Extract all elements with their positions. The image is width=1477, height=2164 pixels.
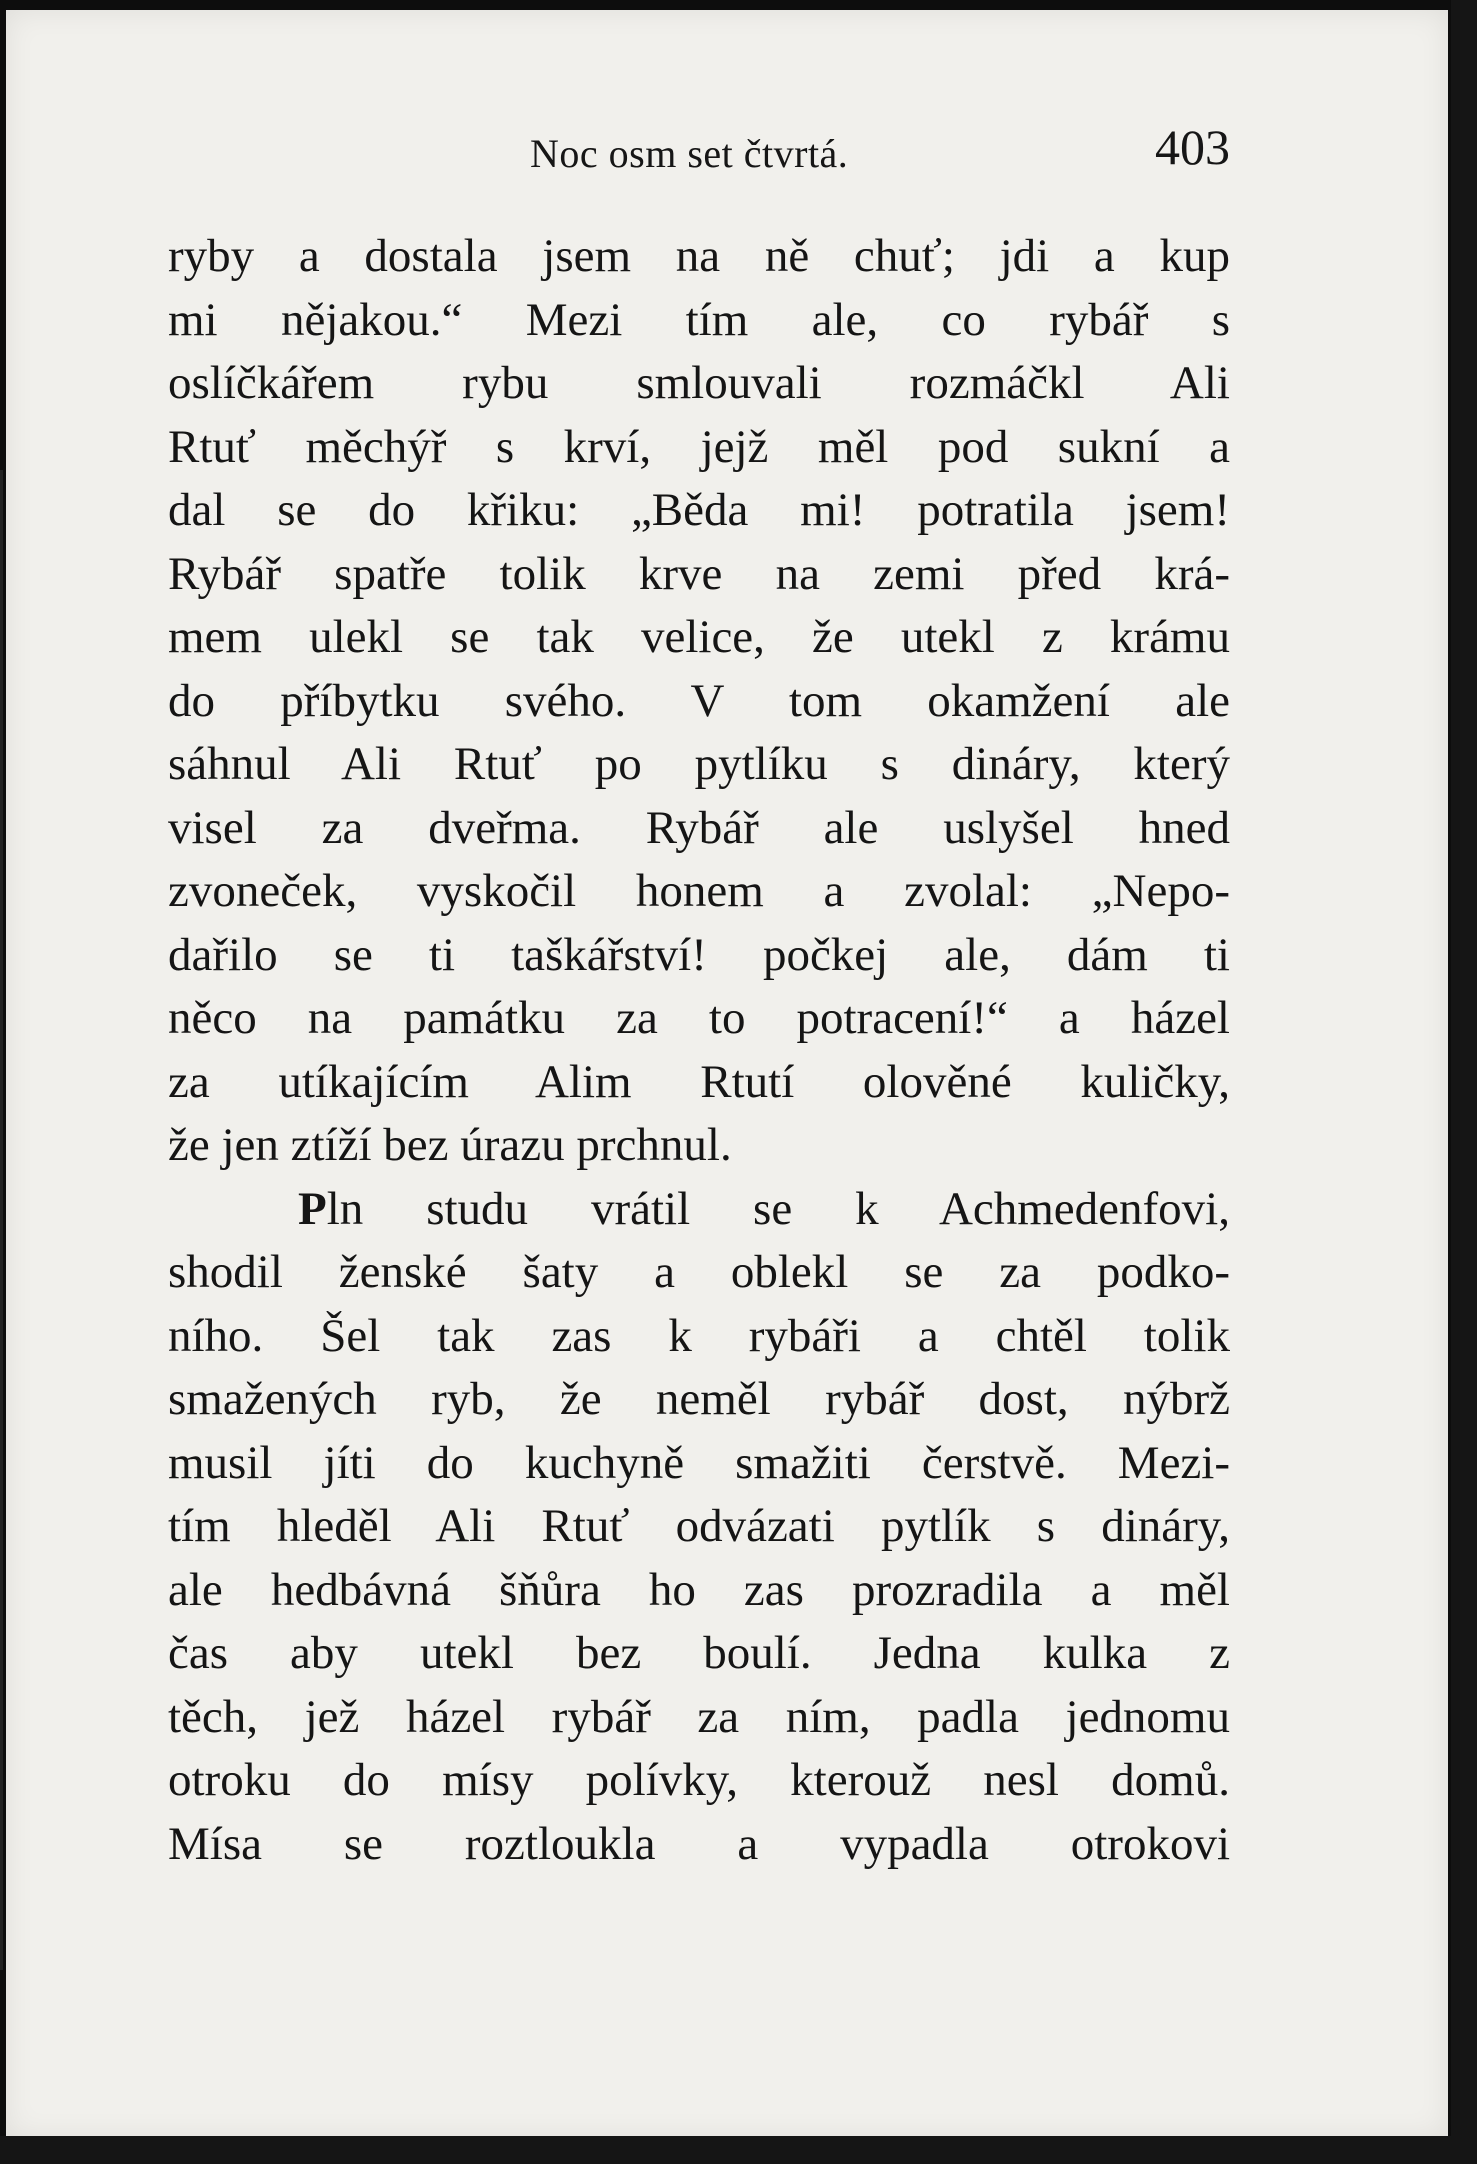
text-line: shodil ženské šaty a oblekl se za podko-	[168, 1246, 1230, 1298]
text-line: dal se do křiku: „Běda mi! potratila jsem!	[168, 484, 1230, 536]
text-line: musil jíti do kuchyně smažiti čerstvě. Mezi-	[168, 1436, 1230, 1489]
text-line: čas aby utekl bez boulí. Jedna kulka z	[168, 1627, 1230, 1679]
text-line: ale hedbávná šňůra ho zas prozradila a měl	[168, 1563, 1230, 1616]
text-line: mi nějakou.“ Mezi tím ale, co rybář s	[168, 293, 1230, 346]
text-line: dařilo se ti taškářství! počkej ale, dám ti	[168, 928, 1230, 981]
text-line: za utíkajícím Alim Rtutí olověné kuličky,	[168, 1055, 1230, 1108]
page-left-edge-mark	[0, 470, 13, 1970]
body-text	[168, 225, 1230, 1876]
text-line: Mísa se roztloukla a vypadla otrokovi	[168, 1817, 1230, 1870]
text-line-first	[168, 1178, 1230, 1242]
text-line: zvoneček, vyskočil honem a zvolal: „Nepo-	[168, 865, 1230, 917]
text-line: do příbytku svého. V tom okamžení ale	[168, 674, 1230, 727]
text-line: ního. Šel tak zas k rybáři a chtěl tolik	[168, 1309, 1230, 1362]
text-line: Rybář spatře tolik krve na zemi před krá-	[168, 547, 1230, 600]
text-line: těch, jež házel rybář za ním, padla jednomu	[168, 1690, 1230, 1743]
text-line: smažených ryb, že neměl rybář dost, nýbrž	[168, 1373, 1230, 1425]
text-line: otroku do mísy polívky, kterouž nesl domů.	[168, 1754, 1230, 1806]
first-line-text: ln studu vrátil se k Achmedenfovi,	[326, 1182, 1230, 1235]
page-header	[168, 118, 1230, 188]
scan-right-border	[1451, 0, 1477, 2164]
text-line: sáhnul Ali Rtuť po pytlíku s dináry, který	[168, 738, 1230, 790]
paragraph-2	[168, 1178, 1230, 1877]
text-line: tím hleděl Ali Rtuť odvázati pytlík s dináry,	[168, 1500, 1230, 1552]
text-line: mem ulekl se tak velice, že utekl z krámu	[168, 611, 1230, 663]
text-line: něco na památku za to potracení!“ a házel	[168, 992, 1230, 1044]
running-title: Noc osm set čtvrtá.	[530, 131, 849, 176]
text-line: visel za dveřma. Rybář ale uslyšel hned	[168, 801, 1230, 854]
scan-bottom-border	[0, 2136, 1477, 2164]
text-line: ryby a dostala jsem na ně chuť; jdi a kup	[168, 230, 1230, 282]
page-number: 403	[1155, 119, 1230, 175]
text-line: Rtuť měchýř s krví, jejž měl pod sukní a	[168, 420, 1230, 473]
paragraph-1	[168, 225, 1230, 1178]
text-line: že jen ztíží bez úrazu prchnul.	[168, 1119, 732, 1171]
paragraph-initial: P	[298, 1182, 327, 1235]
text-line: oslíčkářem rybu smlouvali rozmáčkl Ali	[168, 357, 1230, 409]
